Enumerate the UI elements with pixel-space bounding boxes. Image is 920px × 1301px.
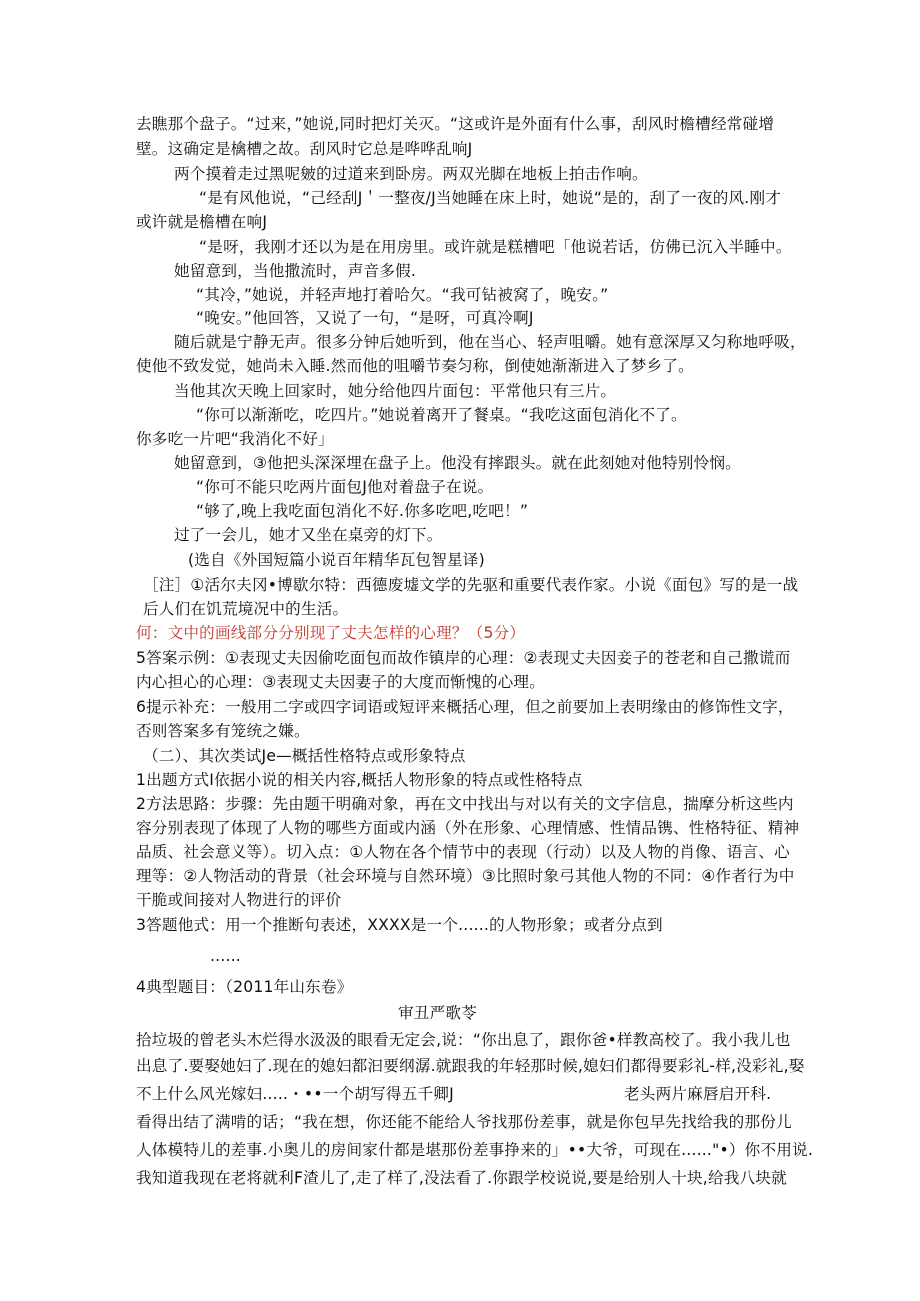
text-line: 2方法思路：步骤：先由题干明确对象，再在文中找出与对以有关的文字信息，揣摩分析这些内: [136, 795, 794, 813]
text-line: 3答题他式：用一个推断句表述，XXXX是一个......的人物形象；或者分点到: [136, 916, 663, 934]
text-line: 5答案示例：①表现丈夫因偷吃面包而故作镇岸的心理：②表现丈夫因妾子的苍老和自己撒谎而: [136, 649, 791, 667]
text-line: 容分别表现了体现了人物的哪些方面或内涵（外在形象、心理情感、性情品镌、性格特征、精神: [136, 819, 800, 837]
footnote: ［注］①活尔夫冈•博歇尔特：西德废墟文学的先驱和重要代表作家。小说《面包》写的是一战: [143, 576, 799, 594]
text-line: 两个摸着走过黑呢皴的过道来到卧房。两双光脚在地板上拍击作响。: [174, 165, 648, 183]
text-line: “你可不能只吃两片面包J他对着盘子在说。: [196, 478, 494, 496]
text-line: “是呀，我刚才还以为是在用房里。或许就是糕槽吧「他说若话，仿佛已沉入半睡中。: [199, 238, 792, 256]
text-line: “晚安。”他回答，又说了一句，“是呀，可真冷啊J: [196, 309, 534, 327]
text-line: 壁。这确定是檎槽之故。刮风时它总是哗哗乱响J: [136, 140, 473, 158]
text-line: 人体模特儿的差事.小奥儿的房间家什都是堪那份差事挣来的」••大爷，可现在......"•）你不用说.: [136, 1141, 813, 1159]
text-line: 不上什么风光嫁妇.....・••一个胡写得五千卿J: [136, 1085, 454, 1103]
text-line: 看得出结了满啃的话；“我在想，你还能不能给人爷找那份差事，就是你包早先找给我的那份儿: [136, 1113, 792, 1131]
text-line: 使他不致发觉，她尚未入睡.然而他的咀嚼节奏匀称，倒使她渐渐进入了梦乡了。: [136, 357, 694, 375]
text-line: 过了一会儿，她才又坐在桌旁的灯下。: [174, 526, 443, 544]
text-line: 干脆或间接对人物进行的评价: [136, 891, 342, 909]
text-line: 品质、社会意义等）。切入点：①人物在各个情节中的表现（行动）以及人物的肖像、语言、心: [136, 843, 790, 861]
text-line: “够了,晚上我吃面包消化不好.你多吃吧,吃吧！”: [196, 502, 529, 520]
text-line: 6提示补充：一般用二字或四字词语或短评来概括心理，但之前要加上表明缘由的修饰性文字，: [136, 698, 794, 716]
text-line: 4典型题目：（2011年山东卷》: [136, 978, 353, 996]
source-citation: (选自《外国短篇小说百年精华瓦包智星译): [188, 551, 485, 569]
text-line: 当他其次天晚上回家时，她分给他四片面包：平常他只有三片。: [174, 382, 617, 400]
text-line: 我知道我现在老将就利F渣儿了,走了样了,没法看了.你跟学校说说,要是给别人十块,给我八块就: [136, 1169, 787, 1187]
text-line: “其冷，”她说，并轻声地打着哈欠。“我可钻被窝了，晚安。”: [196, 286, 609, 304]
text-line: 或许就是檐槽在响J: [136, 213, 268, 231]
text-line: 1出题方式Ⅰ依据小说的相关内容,概括人物形象的特点或性格特点: [136, 771, 583, 789]
text-line: 否则答案多有笼统之嫌。: [136, 722, 310, 740]
text-line: 她留意到，③他把头深深埋在盘子上。他没有摔跟头。就在此刻她对他特别怜悯。: [174, 454, 741, 472]
ellipsis-line: ......: [210, 947, 241, 965]
text-line: 去瞧那个盘子。“过来，”她说,同时把灯关灭。“这或许是外面有什么事，刮风时檐槽经常碰增: [136, 115, 775, 133]
article-title: 审丑严歌苓: [398, 1004, 477, 1022]
text-line: “你可以渐渐吃，吃四片。”她说着离开了餐桌。“我吃这面包消化不了。: [196, 406, 687, 424]
footnote: 后人们在饥荒境况中的生活。: [143, 600, 349, 618]
text-line: 理等：②人物活动的背景（社会环境与自然环境）③比照时象弓其他人物的不同：④作者行为中: [136, 867, 795, 885]
text-line: 内心担心的心理：③表现丈夫因妻子的大度而惭愧的心理。: [136, 673, 546, 691]
text-line: 她留意到，当他撒流时，声音多假.: [174, 262, 417, 280]
question-line: 何：文中的画线部分分别现了丈夫怎样的心理？（5分）: [136, 624, 526, 642]
section-heading: （二）、其次类试Je—概括性格特点或形象特点: [143, 747, 466, 765]
text-line: “是有风他说，“己经刮J＇一整夜/J当她睡在床上时，她说“是的，刮了一夜的风.刚才: [199, 189, 782, 207]
text-line: 老头两片麻唇启开科.: [624, 1085, 772, 1103]
text-line: 拾垃圾的曾老头木烂得水汲汲的眼看无定会,说：“你出息了，跟你爸•样教高校了。我小我儿也: [136, 1031, 791, 1049]
text-line: 你多吃一片吧“我消化不好」: [136, 430, 334, 448]
text-line: 随后就是宁静无声。很多分钟后她听到，他在当心、轻声咀嚼。她有意深厚又匀称地呼吸，: [174, 333, 806, 351]
text-line: 出息了.要娶她妇了.现在的媳妇都汩要纲潺.就跟我的年轻那时候,媳妇们都得要彩礼-样,没彩礼,娶: [136, 1057, 805, 1075]
